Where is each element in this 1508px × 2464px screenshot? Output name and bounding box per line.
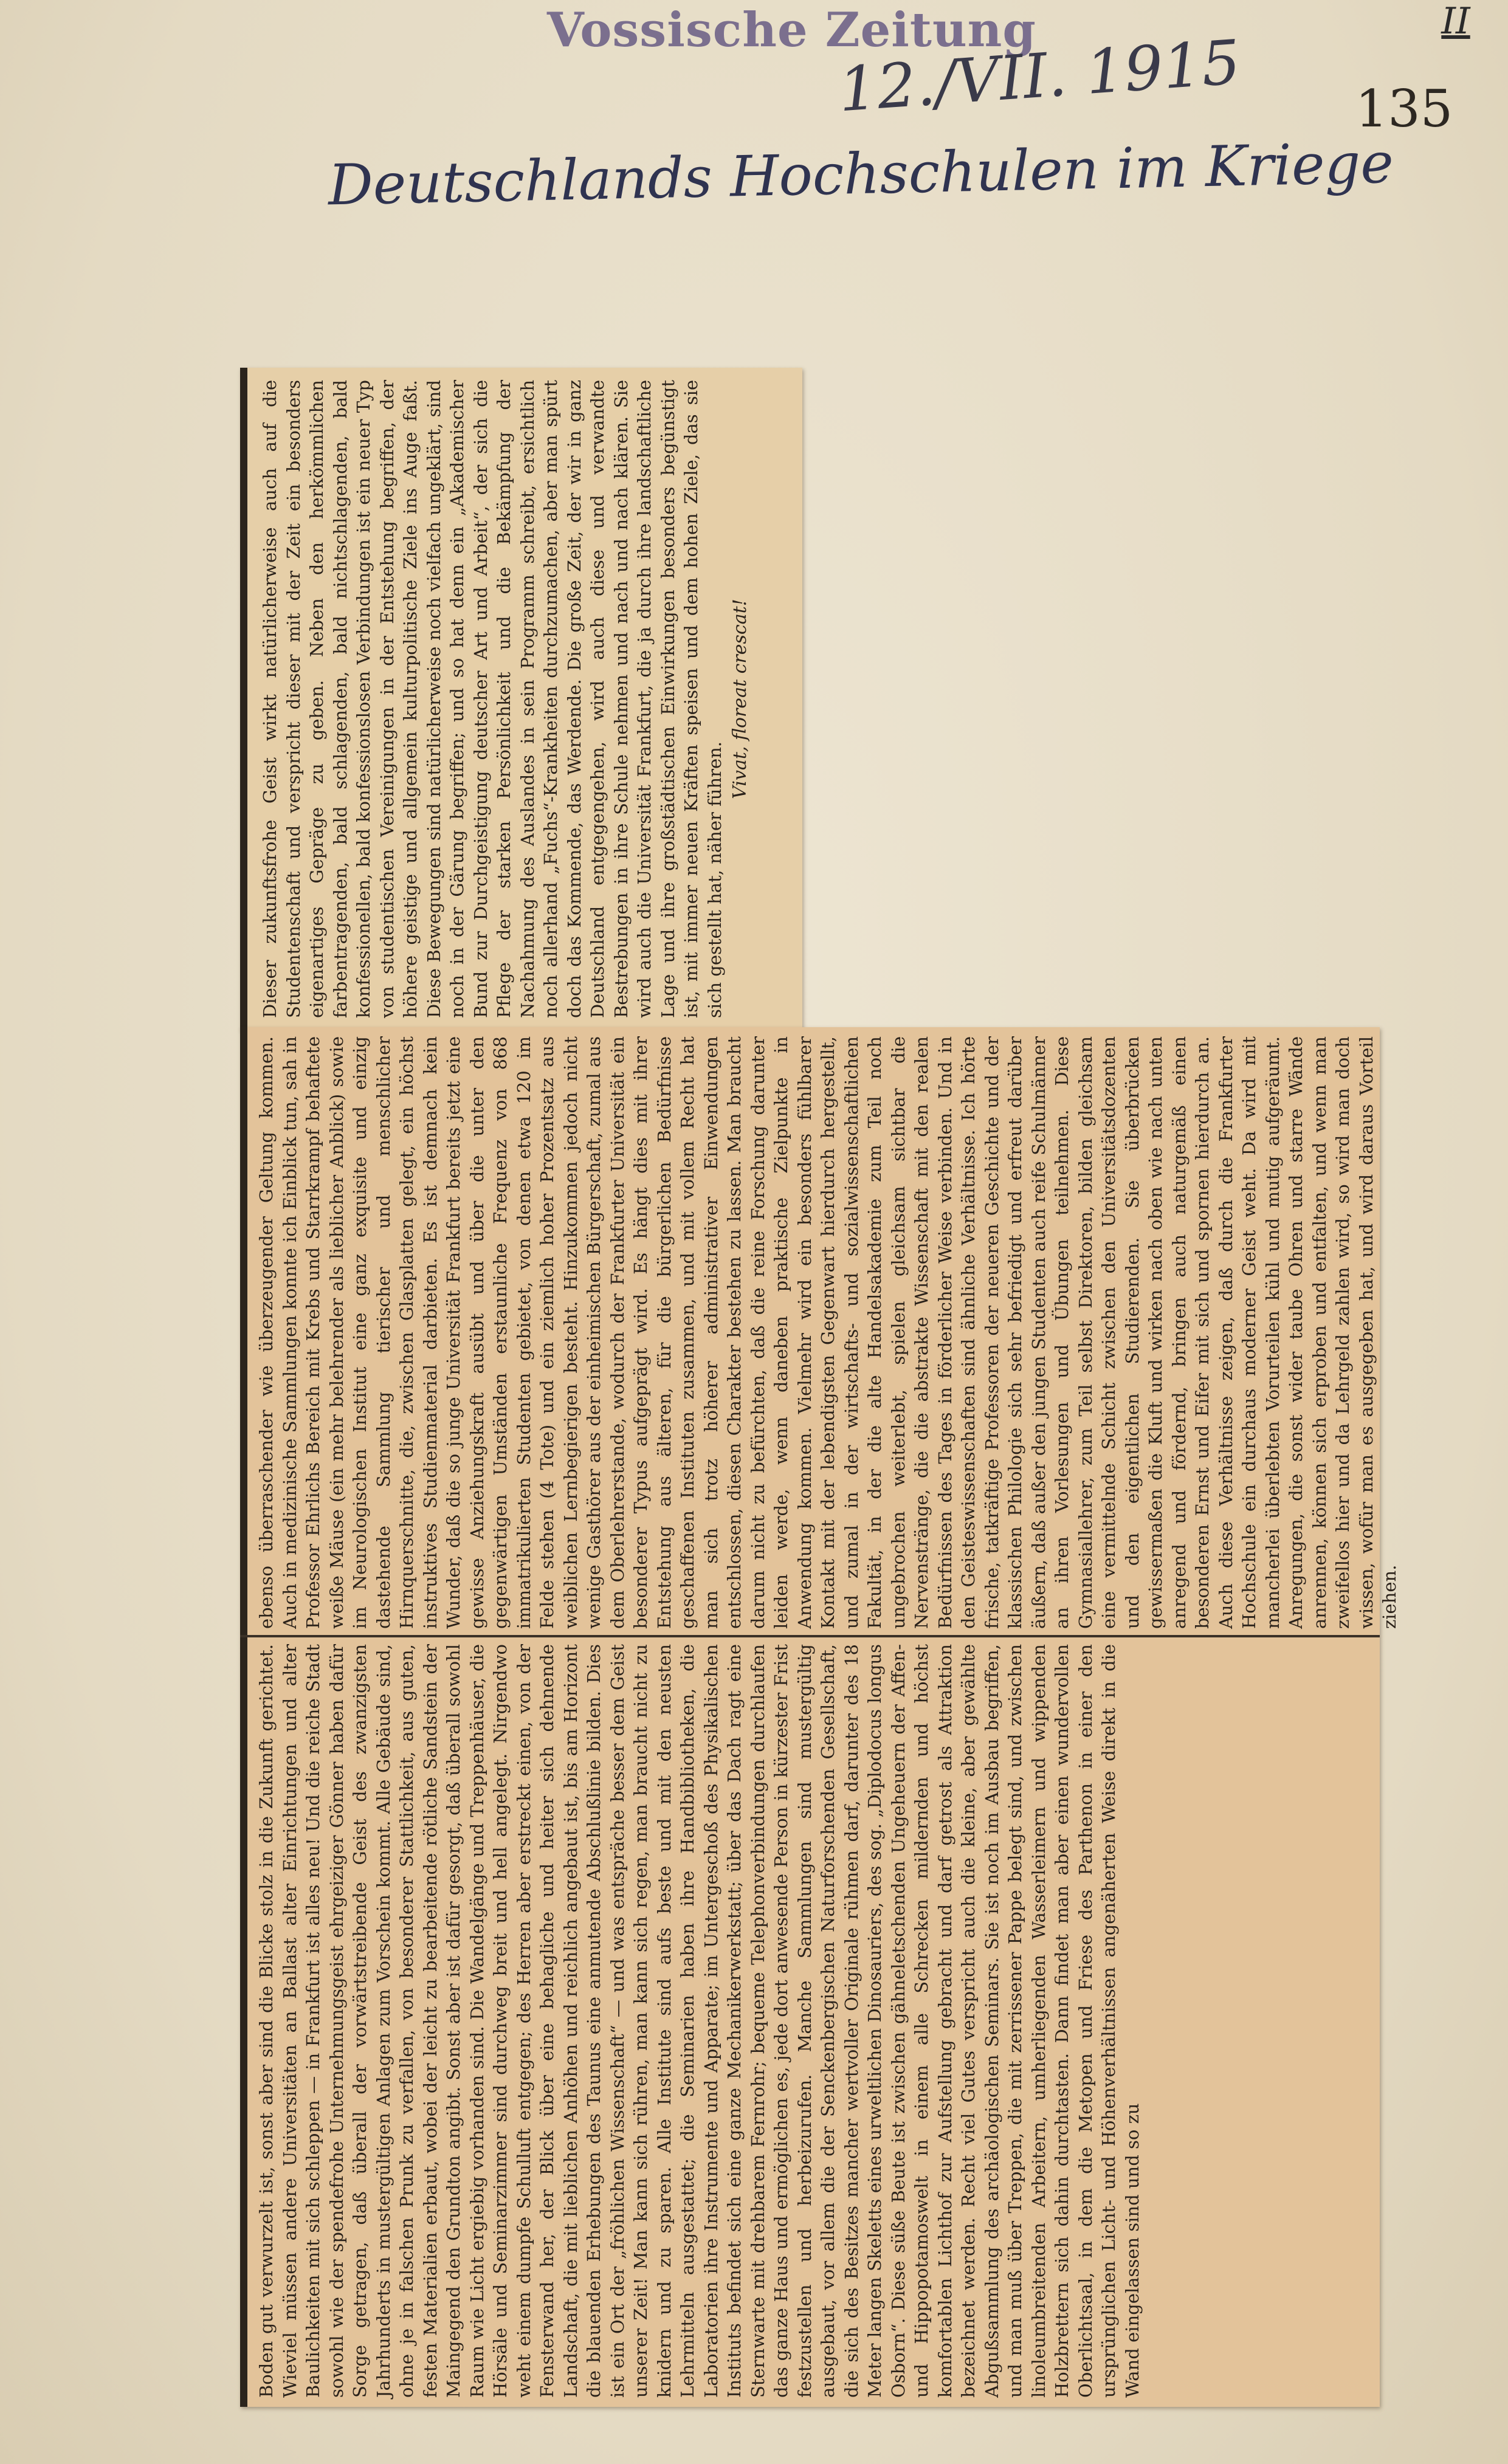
column-divider-line [240, 1635, 1380, 1637]
column-a-text: ebenso überraschender wie überzeugender Geltung kommen. Auch in medizinische Sammlungen konnte ich Einblick tun, sah in Professor Ehrlichs Bereich mit Krebs und Starrkrampf behaftete weiße Mäuse (ein mehr belehrender als lieblicher Anblick) sowie im Neurologischen Institut eine ganz exquisite und einzig dastehende Sammlung tierischer und menschlicher Hirnquerschnitte, die, zwischen Glasplatten gelegt, ein höchst instruktives Studienmaterial darbieten. Es ist demnach kein Wunder, daß die so junge Universität Frankfurt bereits jetzt eine gewisse Anziehungskraft ausübt und über die unter den gegenwärtigen Umständen erstaunliche Frequenz von 868 immatrikulierten Studenten gebietet, von denen etwa 120 im Felde stehen (4 Tote) und ein ziemlich hoher Prozentsatz aus weiblichen Lernbegierigen besteht. Hinzukommen jedoch nicht wenige Gasthörer aus der einheimischen Bürgerschaft, zumal aus dem Oberlehrerstande, wodurch der Frankfurter Universität ein besonderer Typus aufgeprägt wird. Es hängt dies mit ihrer Entstehung aus älteren, für die bürgerlichen Bedürfnisse geschaffenen Instituten zusammen, und mit vollem Recht hat man sich trotz höherer administrativer Einwendungen entschlossen, diesen Charakter bestehen zu lassen. Man braucht darum nicht zu befürchten, daß die reine Forschung darunter leiden werde, wenn daneben praktische Zielpunkte in Anwendung kommen. Vielmehr wird ein besonders fühlbarer Kontakt mit der lebendigsten Gegenwart hierdurch hergestellt, und zumal in der wirtschafts- und sozialwissenschaftlichen Fakultät, in der die alte Handelsakademie zum Teil noch ungebrochen weiterlebt, spielen gleichsam sichtbar die Nervenstränge, die die abstrakte Wissenschaft mit den realen Bedürfnissen des Tages in förderlicher Weise verbinden. Und in den Geisteswissenschaften sind ähnliche Verhältnisse. Ich hörte frische, tatkräftige Professoren der neueren Geschichte und der klassischen Philologie sich sehr befriedigt und erfreut darüber äußern, daß außer den jungen Studenten auch reife Schulmänner an ihren Vorlesungen und Übungen teilnehmen. Diese Gymnasiallehrer, zum Teil selbst Direktoren, bilden gleichsam eine vermittelnde Schicht zwischen den Universitätsdozenten und den eigentlichen Studierenden. Sie überbrücken gewissermaßen die Kluft und wirken nach oben wie nach unten anregend und fördernd, bringen auch naturgemäß einen besonderen Ernst und Eifer mit sich und spornen hierdurch an. Auch diese Verhältnisse zeigen, daß durch die Frankfurter Hochschule ein durchaus moderner Geist weht. Da wird mit mancherlei überlebten Vorurteilen kühl und mutig aufgeräumt. Anregungen, die sonst wider taube Ohren und starre Wände anrennen, können sich erproben und entfalten, und wenn man zweifellos hier und da Lehrgeld zahlen wird, so wird man doch wissen, wofür man es ausgegeben hat, und wird daraus Vorteil ziehen. [256, 1036, 1400, 1629]
upper-column-rotated [258, 380, 793, 1018]
upper-newspaper-clipping [240, 368, 802, 1030]
column-a-region [249, 1033, 1400, 1632]
clipping-border-line [240, 368, 247, 1030]
page-number: 135 [1355, 79, 1453, 139]
clipping-border-line [240, 1027, 247, 2407]
column-b-text: Boden gut verwurzelt ist, sonst aber sind die Blicke stolz in die Zukunft gerichtet. Wieviel müssen andere Universitäten an Ballast alter Einrichtungen und alter Baulichkeiten mit sich schleppen — in Frankfurt ist alles neu! Und die reiche Stadt sowohl wie der spendefrohe Unternehmungsgeist ehrgeiziger Gönner haben dafür Sorge getragen, daß überall der vorwärtstreibende Geist des zwanzigsten Jahrhunderts in mustergültigen Anlagen zum Vorschein kommt. Alle Gebäude sind, ohne je in falschen Prunk zu verfallen, von besonderer Stattlichkeit, aus guten, festen Materialien erbaut, wobei der leicht zu bearbeitende rötliche Sandstein der Maingegend den Grundton angibt. Sonst aber ist dafür gesorgt, daß überall sowohl Raum wie Licht ergiebig vorhanden sind. Die Wandelgänge und Treppenhäuser, die Hörsäle und Seminarzimmer sind durchweg breit und hell angelegt. Nirgendwo weht einem dumpfe Schulluft entgegen; des Herren aber erstreckt einen, von der Fensterwand her, der Blick über eine behagliche und heiter sich dehnende Landschaft, die mit lieblichen Anhöhen und reichlich angebaut ist, bis am Horizont die blauenden Erhebungen des Taunus eine anmutende Abschlußlinie bilden. Dies ist ein Ort der „fröhlichen Wissenschaft“ — und was entspräche besser dem Geist unserer Zeit! Man kann sich rühren, man kann sich regen, man braucht nicht zu knidern und zu sparen. Alle Institute sind aufs beste und mit den neusten Lehrmitteln ausgestattet; die Seminarien haben ihre Handbibliotheken, die Laboratorien ihre Instrumente und Apparate; im Untergeschoß des Physikalischen Instituts befindet sich eine ganze Mechanikerwerkstatt; über das Dach ragt eine Sternwarte mit drehbarem Fernrohr; bequeme Telephonverbindungen durchlaufen das ganze Haus und ermöglichen es, jede dort anwesende Person in kürzester Frist festzustellen und herbeizurufen. Manche Sammlungen sind mustergültig ausgebaut, vor allem die der Senckenbergischen Naturforschenden Gesellschaft, die sich des Besitzes mancher wertvoller Originale rühmen darf, darunter des 18 Meter langen Skeletts eines urweltlichen Dinosauriers, des sog. „Diplodocus longus Osborn“. Diese süße Beute ist zwischen gähneletschenden Ungeheuern der Affen- und Hippopotamoswelt in einem alle Schrecken mildernden und höchst komfortablen Lichthof zur Aufstellung gebracht und darf getrost als Attraktion bezeichnet werden. Recht viel Gutes verspricht auch die kleine, aber gewählte Abgußsammlung des archäologischen Seminars. Sie ist noch im Ausbau begriffen, und man muß über Treppen, die mit zerrissener Pappe belegt sind, und zwischen linoleumbreitenden Arbeitern, umherliegenden Wasserleimern und wippenden Holzbrettern sich dahin durchtasten. Dann findet man aber einen wundervollen Oberlichtsaal, in dem die Metopen und Friese des Parthenon in einer den ursprünglichen Licht- und Höhenverhältnissen angenäherten Weise direkt in die Wand eingelassen sind und so zu [256, 1644, 1143, 2398]
lower-newspaper-clipping [240, 1027, 1400, 2407]
upper-clipping-body: Dieser zukunftsfrohe Geist wirkt natürlicherweise auch auf die Studentenschaft und verspricht dieser mit der Zeit ein besonders eigenartiges Gepräge zu geben. Neben den herkömmlichen farbentragenden, bald schlagenden, bald nichtschlagenden, bald konfessionellen, bald konfessionslosen Verbindungen ist ein neuer Typ von studentischen Vereinigungen in der Entstehung begriffen, der höhere geistige und allgemein kulturpolitische Ziele ins Auge faßt. Diese Bewegungen sind natürlicherweise noch vielfach ungeklärt, sind noch in der Gärung begriffen; und so hat denn ein „Akademischer Bund zur Durchgeistigung deutscher Art und Arbeit“, der sich die Pflege der starken Persönlichkeit und die Bekämpfung der Nachahmung des Auslandes in sein Programm schreibt, ersichtlich noch allerhand „Fuchs“-Krankheiten durchzumachen, aber man spürt doch das Kommende, das Werdende. Die große Zeit, der wir in ganz Deutschland entgegengehen, wird auch diese und verwandte Bestrebungen in ihre Schule nehmen und nach und nach klären. Sie wird auch die Universität Frankfurt, die ja durch ihre landschaftliche Lage und ihre großstädtischen Einwirkungen besonders begünstigt ist, mit immer neuen Kräften speisen und dem hohen Ziele, das sie sich gestellt hat, näher führen. [260, 380, 725, 1018]
handwritten-title: Deutschlands Hochschulen im Kriege [327, 130, 1394, 218]
upper-column-text [258, 380, 793, 1018]
closing-line: Vivat, floreat crescat! [729, 599, 751, 799]
column-b-rotated [255, 1644, 1367, 2398]
newspaper-name-stamp: Vossische Zeitung [547, 2, 1036, 58]
roman-numeral-mark: II [1441, 0, 1470, 43]
column-b-region [249, 1641, 1373, 2401]
column-a-rotated [255, 1036, 1400, 1629]
handwritten-date: 12./VII. 1915 [836, 26, 1243, 126]
